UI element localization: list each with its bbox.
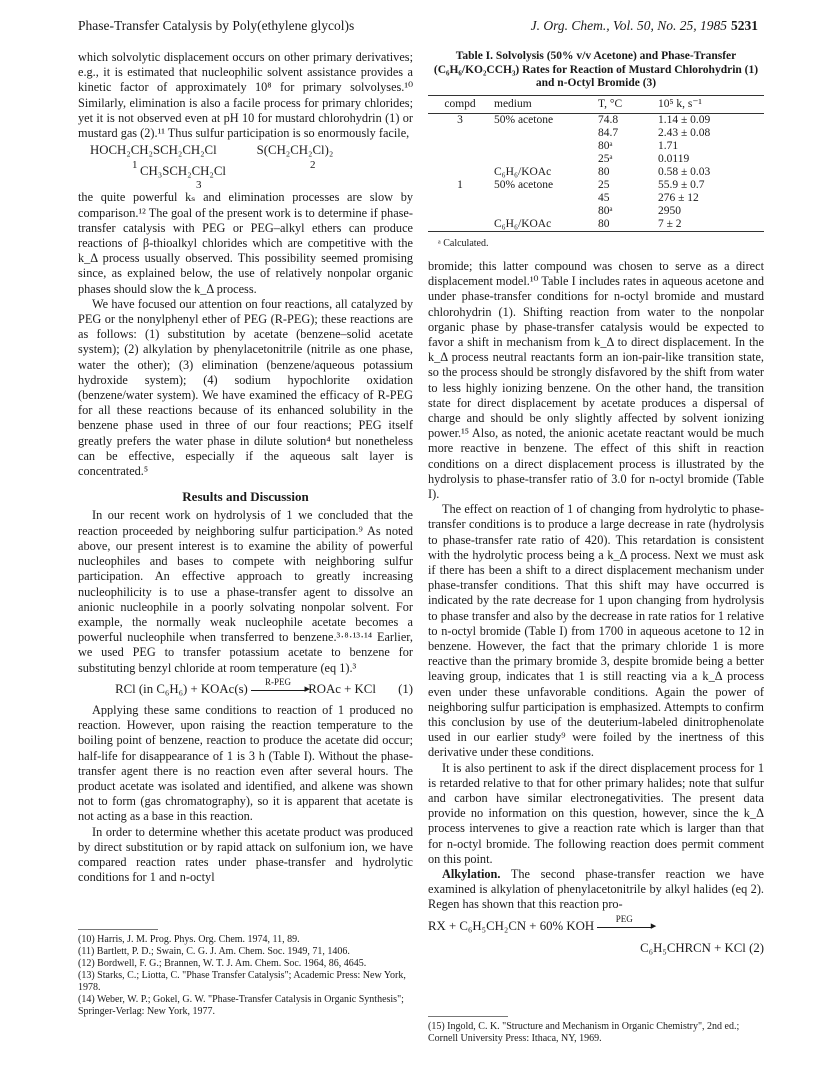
eq2-products: C₆H₅CHRCN + KCl (640, 940, 746, 955)
footnote: (10) Harris, J. M. Prog. Phys. Org. Chem. 1974, 11, 89. (78, 934, 300, 945)
paragraph (428, 867, 764, 913)
running-header-title: Phase-Transfer Catalysis by Poly(ethylene glycol)s (78, 18, 355, 33)
footnotes-left (78, 925, 413, 1018)
table-cell: 80 (598, 165, 610, 178)
table-row (428, 205, 764, 218)
table-cell (428, 153, 492, 166)
eq2-catalyst: PEG (615, 914, 633, 925)
table-cell (492, 140, 596, 153)
eq1-reactants: RCl (in C₆H₆) + KOAc(s) (115, 681, 248, 696)
table-cell: 2950 (658, 204, 681, 217)
compound-number-1: 1 (132, 159, 138, 172)
eq2-reactants: RX + C₆H₅CH₂CN + 60% KOH (428, 918, 595, 933)
table-body (428, 113, 764, 231)
journal-citation: J. Org. Chem., Vol. 50, No. 25, 1985 (530, 18, 727, 33)
table-row (428, 153, 764, 166)
table-cell: 1.71 (658, 139, 679, 152)
paragraph: the quite powerful kₛ and elimination processes are slow by comparison.¹² The goal of the present work is to determine if phase-transfer catalysis with PEG or PEG–alkyl ethers can produce reactions of β-thioalkyl chlorides which are competitive with the k_Δ process usually observed. This possibility seemed promising since, as explained below, the use of relatively nonpolar organic phases should slow the k_Δ process. (78, 190, 413, 296)
table-cell: 25 (598, 178, 610, 191)
eq1-number: (1) (398, 681, 413, 696)
paragraph: In our recent work on hydrolysis of 1 we concluded that the reaction proceeded by neighboring sulfur participation.⁹ As noted above, our present interest is to examine the ability of powerful nucleophiles and bases to compete with neighboring sulfur participation. An effective approach to greatly increasing nucleophilicity is to use a phase-transfer agent to dissolve an anionic nucleophile in a poorly solvating nonpolar solvent. For example, the normally weak nucleophile acetate becomes a powerful nucleophile when transferred to benzene.³·⁸·¹³·¹⁴ Earlier, we used PEG to transfer potassium acetate to benzene for substituting benzyl chloride at room temperature (eq 1).³ (78, 508, 413, 675)
table-cell: 0.58 ± 0.03 (658, 165, 711, 178)
footnote-rule (78, 929, 158, 930)
equation-1 (78, 677, 413, 697)
table-cell: 2.43 ± 0.08 (658, 126, 711, 139)
table-caption: Table I. Solvolysis (50% v/v Acetone) and Phase-Transfer (C₆H₆/KO₂CCH₃) Rates for Reaction of Mustard Chlorohydrin (1) and n-Octyl Bromide (3) (433, 50, 759, 89)
table-row (428, 166, 764, 179)
subsection-heading: Alkylation. (442, 867, 501, 882)
table-footnote: ᵃ Calculated. (438, 237, 489, 249)
paragraph-text: The second phase-transfer reaction we have examined is alkylation of phenylacetonitrile by alkyl halides (eq 2). Regen has shown that this reaction pro- (428, 867, 764, 912)
compound-number-2: 2 (310, 159, 316, 172)
table-cell: 276 ± 12 (658, 191, 699, 204)
section-heading: Results and Discussion (182, 489, 309, 505)
footnote: (13) Starks, C.; Liotta, C. "Phase Transfer Catalysis"; Academic Press: New York, 1978. (78, 970, 406, 993)
footnotes-right (428, 1012, 764, 1045)
table-cell: 80ᵃ (598, 139, 613, 152)
table-cell: 7 ± 2 (658, 217, 682, 230)
paragraph: In order to determine whether this acetate product was produced by direct substitution or by rapid attack on sulfonium ion, we have compared reaction rates under phase-transfer and hydrolytic conditions for 1 and n-octyl (78, 824, 413, 885)
formula-mustard-chlorohydrin: HOCH₂CH₂SCH₂CH₂Cl (90, 143, 217, 158)
rate-table (428, 95, 764, 232)
left-column (78, 50, 413, 885)
table-cell: C₆H₆/KOAc (494, 165, 552, 178)
table-header-cell: medium (492, 95, 596, 113)
reaction-arrow (251, 677, 305, 691)
table-row (428, 140, 764, 153)
table-cell (428, 140, 492, 153)
paragraph: It is also pertinent to ask if the direct displacement process for 1 is retarded relative to that for other primary halides; note that sulfur and carbon have similar electronegativities. The present data provide no information on this question, however, since the k_Δ process intervenes to give a reaction rate which is larger than that for n-octyl bromide. The following reaction does permit comment on this point. (428, 760, 764, 866)
table-cell: C₆H₆/KOAc (494, 217, 552, 230)
table-row (428, 192, 764, 205)
table-header-cell: 10⁵ k, s⁻¹ (656, 95, 764, 113)
paragraph: Applying these same conditions to reaction of 1 produced no reaction. However, upon raising the reaction temperature to the boiling point of benzene, reaction to produce the acetate did occur; half-life for disappearance of 1 is 3 h (Table I). Without the phase-transfer agent there is no reaction even after several hours. The product acetate was isolated and identified, and alkene was shown not to form (gas chromatography), so it is apparent that acetate is not acting as a base in this reaction. (78, 702, 413, 824)
table-cell (428, 192, 492, 205)
eq1-catalyst: R-PEG (265, 677, 292, 688)
paragraph: The effect on reaction of 1 of changing from hydrolytic to phase-transfer conditions is to produce a large decrease in rate (hydrolysis to phase-transfer rate ratio of 420). This retardation is consistent with the hydrolytic process being a k_Δ process. Next we must ask if there has been a shift to a direct displacement mechanism under phase-transfer conditions. That this shift may have occurred is indicated by the rate decrease for 1 upon changing from hydrolysis to phase transfer and also by the decrease in rate ratios for 1 relative to n-octyl bromide (Table I) from 1700 in aqueous acetone to 12 in benzene. However, the fact that the primary chloride 1 is more reactive than the primary bromide 3, despite bromide being a better leaving group, indicates that 1 is still reacting via a k_Δ process even under these unfavorable conditions. Again the power of neighboring sulfur participation is emphasized. Attempts to confirm this conclusion by use of the deuterium-labeled dinitrophenolate used in our earlier study⁹ were foiled by the inertness of this derivative under these conditions. (428, 502, 764, 760)
table-header-cell: compd (428, 95, 492, 113)
table-cell (428, 205, 492, 218)
page-number: 5231 (731, 18, 758, 33)
table-cell: 25ᵃ (598, 152, 613, 165)
structure-formulas (78, 143, 413, 190)
table-cell: 0.0119 (658, 152, 690, 165)
table-cell: 50% acetone (494, 113, 554, 126)
eq1-products: ROAc + KCl (308, 681, 376, 696)
table-header-row (428, 95, 764, 113)
table-cell (492, 153, 596, 166)
running-header-journal (531, 18, 758, 34)
footnote-rule (428, 1016, 508, 1017)
footnote: (14) Weber, W. P.; Gokel, G. W. "Phase-Transfer Catalysis in Organic Synthesis"; Springer-Verlag: New York, 1977. (78, 994, 404, 1017)
reaction-arrow (597, 914, 651, 928)
footnote: (15) Ingold, C. K. "Structure and Mechanism in Organic Chemistry", 2nd ed.; Cornell University Press: Ithaca, NY, 1969. (428, 1021, 740, 1044)
table-cell (428, 166, 492, 179)
table-cell: 1.14 ± 0.09 (658, 113, 711, 126)
table-cell (492, 127, 596, 140)
table-row (428, 127, 764, 140)
table-cell: 3 (457, 113, 463, 126)
table-cell: 1 (457, 178, 463, 191)
compound-number-3: 3 (196, 179, 202, 192)
eq2-number: (2) (749, 940, 764, 955)
table-cell: 45 (598, 191, 610, 204)
table-cell (428, 218, 492, 232)
table-cell: 80 (598, 217, 610, 230)
table-cell: 50% acetone (494, 178, 554, 191)
equation-2 (428, 914, 764, 963)
table-row (428, 218, 764, 232)
table-header-cell: T, °C (596, 95, 656, 113)
table-row (428, 179, 764, 192)
paragraph: We have focused our attention on four reactions, all catalyzed by PEG or the nonylphenyl ether of PEG (R-PEG); these reactions are as follows: (1) substitution by acetate (benzene–solid acetate system); (2) alkylation by phenylacetonitrile (nitrile as one phase, water the other); (3) elimination (benzene/aqueous potassium hydroxide system); (4) sodium hypochlorite oxidation (benzene/water system). We have examined the efficacy of R-PEG for all these reactions because of its enhanced solubility in the benzene phase used in three of our four reactions; PEG itself greatly prefers the water phase in dilute solution⁴ but nonetheless can be effective, especially if the aqueous salt layer is concentrated.⁵ (78, 296, 413, 479)
formula-methyl-analog: CH₃SCH₂CH₂Cl (140, 164, 226, 179)
table-cell: 74.8 (598, 113, 619, 126)
table-cell (428, 127, 492, 140)
table-cell: 55.9 ± 0.7 (658, 178, 705, 191)
paragraph: bromide; this latter compound was chosen to serve as a direct displacement model.¹⁰ Table I includes rates in aqueous acetone and under phase-transfer conditions for n-octyl bromide and mustard chlorohydrin (1). Shifting reaction from water to the nonpolar organic phase by phase-transfer catalysis would be expected to favor a shift in mechanism from k_Δ to direct displacement. In the k_Δ process neutral reactants form an ion-pair-like transition state, so the process should be strongly disfavored by the shift from water to less highly ionizing benzene. On the other hand, the transition state for direct displacement by acetate produces a dispersal of charge and should be only slightly affected by solvent ionizing power.¹⁵ Also, as noted, the anionic acetate reactant would be much more reactive in benzene. The effect of this shift in reaction conditions on a direct displacement process is illustrated by the hydrolysis to phase-transfer ratio of 3.0 for n-octyl bromide (Table I). (428, 258, 764, 501)
footnote: (12) Bordwell, F. G.; Brannen, W. T. J. Am. Chem. Soc. 1964, 86, 4645. (78, 958, 367, 969)
formula-mustard-gas: S(CH₂CH₂Cl)₂ (256, 143, 334, 158)
paragraph: which solvolytic displacement occurs on other primary derivatives; e.g., it is estimated that nucleophilic solvent assistance provides a kinetic factor of approximately 10⁸ for primary solvolyses.¹⁰ Similarly, elimination is also a facile process for primary chlorides; yet it is not observed even at pH 10 for mustard chlorohydrin (1) or mustard gas (2).¹¹ Thus sulfur participation is so enormously facile, (78, 50, 413, 141)
table-row (428, 113, 764, 127)
table-cell: 80ᵃ (598, 204, 613, 217)
table-cell (492, 192, 596, 205)
right-column (428, 50, 764, 969)
table-cell: 84.7 (598, 126, 619, 139)
footnote: (11) Bartlett, P. D.; Swain, C. G. J. Am. Chem. Soc. 1949, 71, 1406. (78, 946, 350, 957)
table-cell (492, 205, 596, 218)
